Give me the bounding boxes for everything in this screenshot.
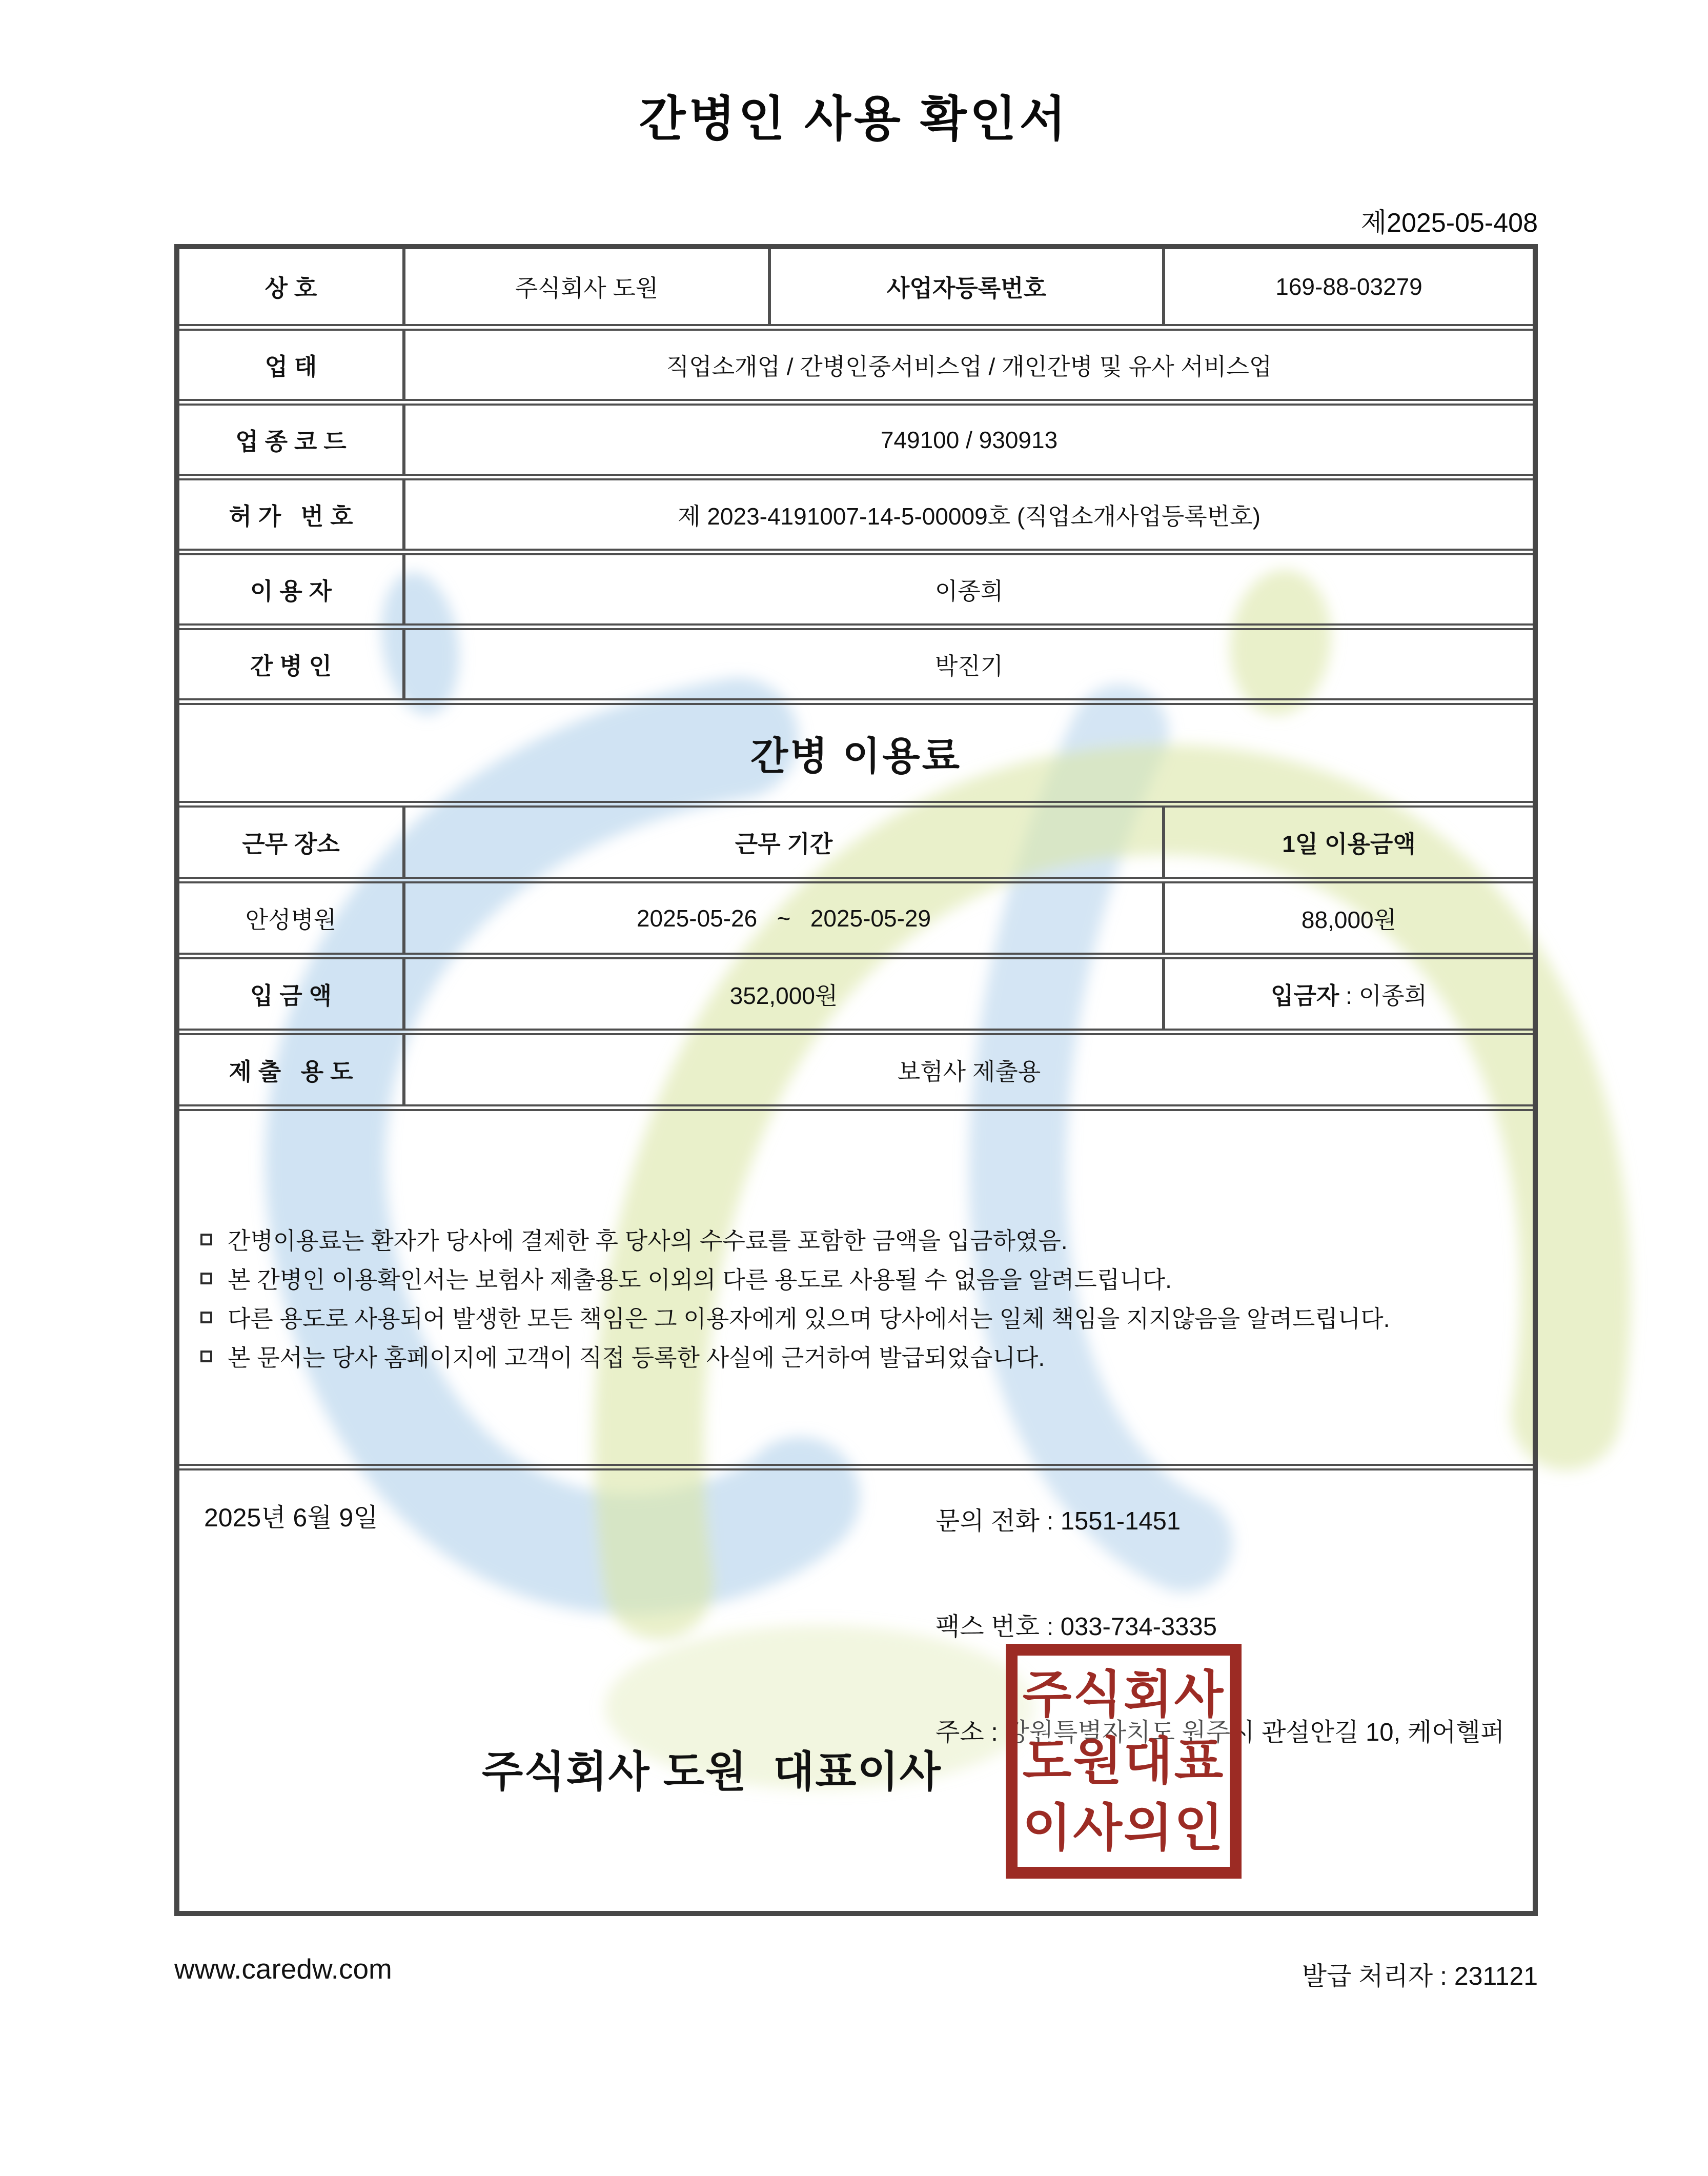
value-caregiver-name: 박진기 xyxy=(402,630,1533,698)
header-work-place: 근무 장소 xyxy=(242,830,340,857)
value-business-reg-no: 169-88-03279 xyxy=(1162,249,1533,324)
label-business-reg-no: 사업자등록번호 xyxy=(768,249,1162,324)
value-industry-code: 749100 / 930913 xyxy=(402,406,1533,474)
value-user-name: 이종희 xyxy=(402,555,1533,623)
square-bullet-icon xyxy=(200,1312,212,1323)
label-license-number: 허가 번호 xyxy=(229,502,360,530)
note-text: 본 문서는 당사 홈페이지에 고객이 직접 등록한 사실에 근거하여 발급되었습니다. xyxy=(228,1344,1045,1371)
value-work-place: 안성병원 xyxy=(245,906,337,933)
website-url: www.caredw.com xyxy=(174,1953,392,1985)
label-business-type: 업태 xyxy=(265,353,324,380)
note-item xyxy=(200,1337,1533,1376)
header-work-period: 근무 기간 xyxy=(402,808,1162,877)
company-seal-stamp xyxy=(1006,1644,1242,1879)
notes-section xyxy=(179,1104,1533,1464)
note-item xyxy=(200,1259,1533,1298)
table-row-business-type xyxy=(179,324,1533,399)
header-daily-fee: 1일 이용금액 xyxy=(1162,808,1533,877)
note-item xyxy=(200,1298,1533,1337)
value-submission-purpose: 보험사 제출용 xyxy=(402,1035,1533,1104)
company-signature: 주식회사 도원 대표이사 xyxy=(482,1748,942,1796)
deposit-row xyxy=(179,953,1533,1029)
label-deposit-amount: 입금액 xyxy=(250,982,338,1009)
value-deposit-amount: 352,000원 xyxy=(402,959,1162,1029)
table-row-user xyxy=(179,549,1533,623)
label-caregiver: 간병인 xyxy=(250,652,338,679)
fee-section-title: 간병 이용료 xyxy=(179,698,1533,801)
table-row-company xyxy=(179,249,1533,324)
depositor-cell xyxy=(1162,959,1533,1029)
label-industry-code: 업종코드 xyxy=(235,428,353,455)
note-text: 간병이용료는 환자가 당사에 결제한 후 당사의 수수료를 포함한 금액을 입금하였음. xyxy=(228,1227,1068,1254)
value-company-name: 주식회사 도원 xyxy=(402,249,768,324)
issue-date: 2025년 6월 9일 xyxy=(204,1503,378,1532)
value-license-number: 제 2023-4191007-14-5-00009호 (직업소개사업등록번호) xyxy=(402,480,1533,549)
value-work-period: 2025-05-26 ~ 2025-05-29 xyxy=(402,883,1162,953)
issuer-id: 발급 처리자 : 231121 xyxy=(1302,1962,1538,1990)
note-item xyxy=(200,1220,1533,1259)
seal-text: 도원대표 xyxy=(1022,1732,1225,1789)
issue-section xyxy=(179,1464,1533,1911)
page-title: 간병인 사용 확인서 xyxy=(639,92,1069,146)
label-company-name: 상호 xyxy=(265,275,324,301)
note-text: 다른 용도로 사용되어 발생한 모든 책임은 그 이용자에게 있으며 당사에서는 일체 책임을 지지않음을 알려드립니다. xyxy=(228,1305,1390,1332)
square-bullet-icon xyxy=(200,1234,212,1245)
seal-text: 이사의인 xyxy=(1022,1799,1225,1856)
document-number: 제2025-05-408 xyxy=(1360,208,1538,238)
document-frame xyxy=(174,244,1538,1916)
seal-text: 주식회사 xyxy=(1022,1666,1225,1723)
value-depositor: : 이종희 xyxy=(1339,982,1427,1009)
label-user: 이용자 xyxy=(250,577,338,605)
table-row-caregiver xyxy=(179,623,1533,698)
value-daily-fee: 88,000원 xyxy=(1162,883,1533,953)
value-business-type: 직업소개업 / 간병인중서비스업 / 개인간병 및 유사 서비스업 xyxy=(402,331,1533,399)
fee-header-row xyxy=(179,801,1533,877)
contact-address: 주소 : 강원특별자치도 원주시 관설안길 10, 케어헬퍼 xyxy=(936,1719,1505,1746)
purpose-row xyxy=(179,1029,1533,1104)
square-bullet-icon xyxy=(200,1273,212,1284)
note-text: 본 간병인 이용확인서는 보험사 제출용도 이외의 다른 용도로 사용될 수 없음을 알려드립니다. xyxy=(228,1266,1172,1293)
table-row-license-number xyxy=(179,474,1533,549)
contact-fax: 팩스 번호 : 033-734-3335 xyxy=(936,1613,1217,1641)
square-bullet-icon xyxy=(200,1351,212,1362)
contact-phone: 문의 전화 : 1551-1451 xyxy=(936,1507,1181,1535)
fee-data-row xyxy=(179,877,1533,953)
table-row-industry-code xyxy=(179,399,1533,474)
label-depositor: 입금자 xyxy=(1271,982,1339,1009)
label-submission-purpose: 제출 용도 xyxy=(229,1058,360,1085)
